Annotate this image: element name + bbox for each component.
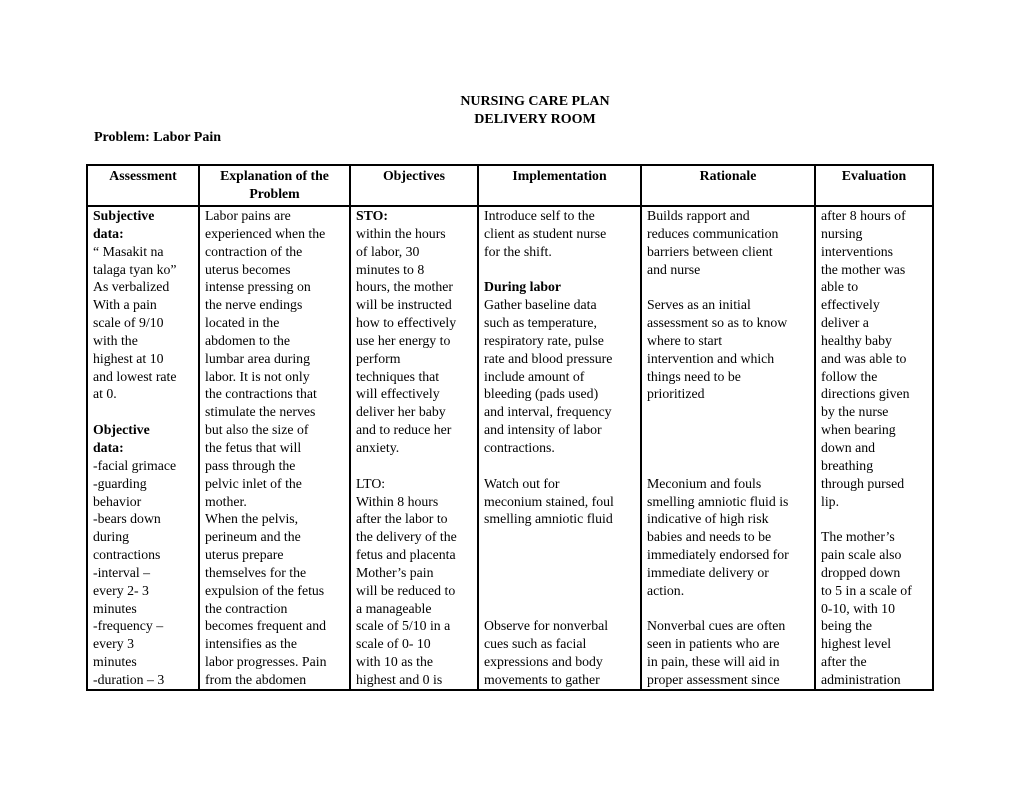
cell-line: prioritized: [647, 386, 705, 402]
cell-line: LTO:: [356, 475, 386, 491]
cell-line: During labor: [484, 279, 562, 295]
cell-line: becomes frequent and: [205, 618, 327, 634]
cell-line: data:: [93, 225, 124, 241]
cell-line: of labor, 30: [356, 243, 420, 259]
cell-line: Watch out for: [484, 475, 560, 491]
cell-line: expressions and body: [484, 654, 603, 670]
cell-line: contractions: [93, 547, 161, 563]
cell-line: follow the: [821, 368, 878, 384]
cell-explanation: [199, 206, 350, 690]
cell-line: minutes to 8: [356, 261, 425, 277]
cell-line: [647, 421, 809, 439]
cell-line: highest at 10: [93, 350, 164, 366]
cell-line: Mother’s pain: [356, 564, 434, 580]
cell-line: such as temperature,: [484, 315, 598, 331]
cell-line: Builds rapport and: [647, 208, 750, 223]
cell-line: nursing: [821, 225, 863, 241]
cell-line: the mother was: [821, 261, 906, 277]
cell-line: the contraction: [205, 600, 288, 616]
cell-line: barriers between client: [647, 243, 773, 259]
cell-line: Nonverbal cues are often: [647, 618, 786, 634]
cell-line: babies and needs to be: [647, 529, 772, 545]
document-title: NURSING CARE PLAN: [460, 94, 610, 109]
cell-line: and lowest rate: [93, 368, 177, 384]
cell-line: from the abdomen: [205, 671, 307, 687]
cell-line: [356, 457, 472, 475]
cell-line: Labor pains are: [205, 208, 291, 223]
cell-line: “ Masakit na: [93, 243, 164, 259]
cell-line: 0-10, with 10: [821, 600, 895, 616]
cell-line: [647, 457, 809, 475]
cell-line: [484, 457, 635, 475]
cell-line: through pursed: [821, 475, 905, 491]
cell-line: behavior: [93, 493, 142, 509]
cell-line: by the nurse: [821, 404, 889, 420]
document-subtitle: DELIVERY ROOM: [474, 112, 596, 127]
cell-line: effectively: [821, 297, 880, 313]
cell-line: -frequency –: [93, 618, 164, 634]
cell-line: contraction of the: [205, 243, 303, 259]
cell-objectives: [350, 206, 478, 690]
cell-line: [647, 600, 809, 618]
cell-line: Objective: [93, 422, 150, 438]
cell-line: at 0.: [93, 386, 117, 402]
cell-line: every 3: [93, 636, 134, 652]
care-plan-table: [86, 164, 934, 691]
cell-line: labor. It is not only: [205, 368, 310, 384]
cell-line: being the: [821, 618, 872, 634]
cell-line: and to reduce her: [356, 422, 452, 438]
cell-line: When the pelvis,: [205, 511, 299, 527]
cell-line: where to start: [647, 332, 723, 348]
cell-line: techniques that: [356, 368, 440, 384]
cell-line: use her energy to: [356, 332, 451, 348]
cell-line: and nurse: [647, 261, 701, 277]
cell-line: [821, 510, 927, 528]
cell-line: the fetus that will: [205, 439, 302, 455]
table-header-row: [87, 165, 933, 206]
cell-line: deliver her baby: [356, 404, 446, 420]
cell-line: scale of 5/10 in a: [356, 618, 451, 634]
cell-evaluation: [815, 206, 933, 690]
cell-line: uterus prepare: [205, 547, 284, 563]
cell-line: As verbalized: [93, 279, 170, 295]
column-header-rationale: Rationale: [641, 165, 815, 206]
cell-line: Subjective: [93, 208, 155, 223]
cell-line: minutes: [93, 654, 137, 670]
cell-line: scale of 9/10: [93, 315, 164, 331]
cell-line: With a pain: [93, 297, 157, 313]
cell-line: -guarding: [93, 475, 147, 491]
cell-line: [484, 582, 635, 600]
cell-line: Observe for nonverbal: [484, 618, 609, 634]
cell-line: STO:: [356, 208, 388, 223]
cell-line: healthy baby: [821, 332, 892, 348]
cell-line: will be reduced to: [356, 582, 456, 598]
cell-line: smelling amniotic fluid: [484, 511, 613, 527]
cell-line: during: [93, 529, 130, 545]
cell-line: perineum and the: [205, 529, 301, 545]
cell-line: bleeding (pads used): [484, 386, 599, 402]
cell-line: [484, 261, 635, 279]
column-header-implementation: Implementation: [478, 165, 641, 206]
cell-line: [93, 403, 193, 421]
cell-line: contractions.: [484, 439, 555, 455]
cell-line: The mother’s: [821, 529, 895, 545]
cell-line: proper assessment since: [647, 671, 780, 687]
cell-line: experienced when the: [205, 225, 326, 241]
column-header-evaluation: Evaluation: [815, 165, 933, 206]
cell-line: within the hours: [356, 225, 446, 241]
cell-line: the delivery of the: [356, 529, 457, 545]
cell-line: mother.: [205, 493, 247, 509]
cell-line: stimulate the nerves: [205, 404, 316, 420]
cell-line: breathing: [821, 457, 874, 473]
cell-line: directions given: [821, 386, 910, 402]
cell-line: Meconium and fouls: [647, 475, 762, 491]
cell-line: [484, 546, 635, 564]
cell-line: Within 8 hours: [356, 493, 439, 509]
cell-line: intervention and which: [647, 350, 775, 366]
cell-line: able to: [821, 279, 859, 295]
cell-line: [647, 439, 809, 457]
cell-line: respiratory rate, pulse: [484, 332, 604, 348]
cell-line: [647, 278, 809, 296]
cell-line: -facial grimace: [93, 457, 177, 473]
cell-line: lip.: [821, 493, 840, 509]
cell-line: but also the size of: [205, 422, 309, 438]
cell-line: dropped down: [821, 564, 901, 580]
cell-line: anxiety.: [356, 439, 400, 455]
cell-line: uterus becomes: [205, 261, 291, 277]
cell-line: when bearing: [821, 422, 896, 438]
cell-line: hours, the mother: [356, 279, 453, 295]
cell-line: meconium stained, foul: [484, 493, 614, 509]
cell-line: in pain, these will aid in: [647, 654, 780, 670]
cell-line: Gather baseline data: [484, 297, 597, 313]
cell-line: and was able to: [821, 350, 907, 366]
cell-line: rate and blood pressure: [484, 350, 613, 366]
cell-line: client as student nurse: [484, 225, 607, 241]
cell-line: immediate delivery or: [647, 564, 769, 580]
cell-line: -interval –: [93, 564, 151, 580]
cell-line: after the: [821, 654, 867, 670]
cell-line: include amount of: [484, 368, 585, 384]
cell-line: [647, 403, 809, 421]
cell-line: data:: [93, 439, 124, 455]
cell-line: -bears down: [93, 511, 161, 527]
cell-line: administration: [821, 671, 901, 687]
cell-line: [484, 528, 635, 546]
cell-line: abdomen to the: [205, 332, 291, 348]
column-header-objectives: Objectives: [350, 165, 478, 206]
cell-line: will be instructed: [356, 297, 452, 313]
cell-line: and interval, frequency: [484, 404, 612, 420]
cell-line: Introduce self to the: [484, 208, 595, 223]
cell-line: lumbar area during: [205, 350, 310, 366]
cell-line: will effectively: [356, 386, 440, 402]
cell-line: for the shift.: [484, 243, 552, 259]
cell-implementation: [478, 206, 641, 690]
cell-line: cues such as facial: [484, 636, 587, 652]
cell-line: seen in patients who are: [647, 636, 780, 652]
cell-line: fetus and placenta: [356, 547, 456, 563]
cell-line: [484, 564, 635, 582]
cell-line: Serves as an initial: [647, 297, 751, 313]
cell-line: perform: [356, 350, 401, 366]
cell-line: assessment so as to know: [647, 315, 788, 331]
cell-line: highest and 0 is: [356, 671, 443, 687]
cell-line: and intensity of labor: [484, 422, 602, 438]
cell-line: interventions: [821, 243, 894, 259]
cell-line: themselves for the: [205, 564, 307, 580]
column-header-assessment: Assessment: [87, 165, 199, 206]
cell-line: smelling amniotic fluid is: [647, 493, 789, 509]
cell-line: expulsion of the fetus: [205, 582, 325, 598]
cell-line: after the labor to: [356, 511, 448, 527]
cell-line: after 8 hours of: [821, 208, 906, 223]
column-header-explanation: Explanation of the Problem: [199, 165, 350, 206]
cell-line: -duration – 3: [93, 671, 165, 687]
cell-line: with 10 as the: [356, 654, 434, 670]
cell-line: movements to gather: [484, 671, 600, 687]
cell-line: pelvic inlet of the: [205, 475, 302, 491]
cell-line: every 2- 3: [93, 582, 149, 598]
cell-line: highest level: [821, 636, 892, 652]
cell-line: intensifies as the: [205, 636, 297, 652]
cell-line: pass through the: [205, 457, 296, 473]
cell-line: to 5 in a scale of: [821, 582, 912, 598]
cell-line: reduces communication: [647, 225, 779, 241]
cell-line: pain scale also: [821, 547, 902, 563]
cell-assessment: [87, 206, 199, 690]
cell-line: with the: [93, 332, 138, 348]
cell-line: talaga tyan ko”: [93, 261, 177, 277]
cell-line: scale of 0- 10: [356, 636, 431, 652]
cell-line: action.: [647, 582, 685, 598]
cell-line: how to effectively: [356, 315, 457, 331]
cell-line: labor progresses. Pain: [205, 654, 327, 670]
cell-rationale: [641, 206, 815, 690]
cell-line: deliver a: [821, 315, 869, 331]
cell-line: indicative of high risk: [647, 511, 769, 527]
cell-line: intense pressing on: [205, 279, 311, 295]
cell-line: things need to be: [647, 368, 741, 384]
cell-line: the contractions that: [205, 386, 317, 402]
cell-line: a manageable: [356, 600, 432, 616]
problem-statement: Problem: Labor Pain: [94, 130, 222, 145]
cell-line: located in the: [205, 315, 280, 331]
cell-line: [484, 600, 635, 618]
table-row: [87, 206, 933, 690]
cell-line: the nerve endings: [205, 297, 303, 313]
cell-line: down and: [821, 439, 876, 455]
cell-line: immediately endorsed for: [647, 547, 789, 563]
cell-line: minutes: [93, 600, 137, 616]
